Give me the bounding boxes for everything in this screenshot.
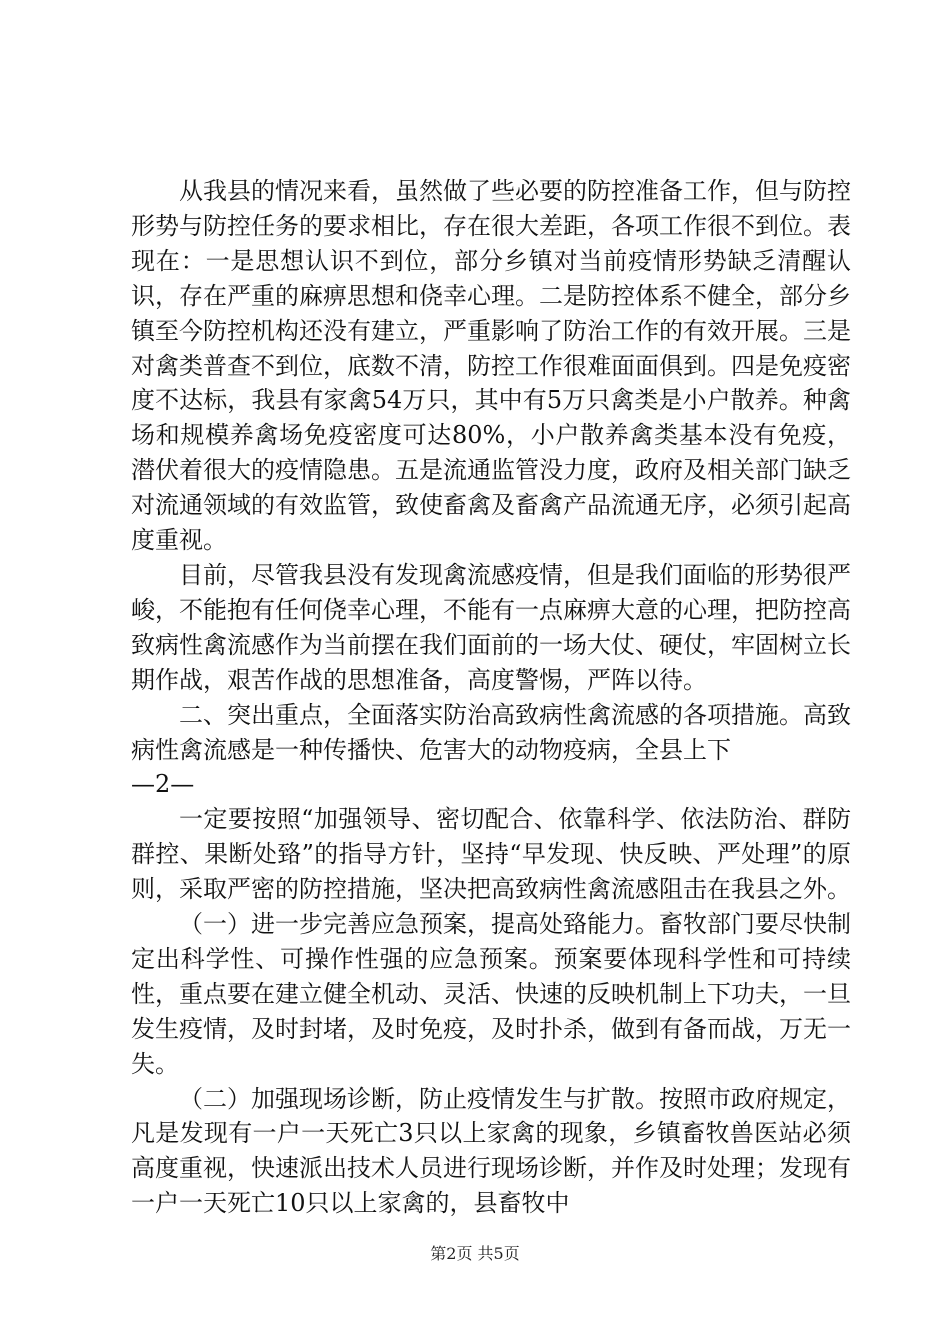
page-footer — [0, 1244, 950, 1264]
paragraph-situation: 从我县的情况来看，虽然做了些必要的防控准备工作，但与防控形势与防控任务的要求相比，存在很大差距，各项工作很不到位。表现在：一是思想认识不到位，部分乡镇对当前疫情形势缺乏清醒认识，存在严重的麻痹思想和侥幸心理。二是防控体系不健全，部分乡镇至今防控机构还没有建立，严重影响了防治工作的有效开展。三是对禽类普查不到位，底数不清，防控工作很难面面俱到。四是免疫密度不达标，我县有家禽54万只，其中有5万只禽类是小户散养。种禽场和规模养禽场免疫密度可达80%，小户散养禽类基本没有免疫，潜伏着很大的疫情隐患。五是流通监管没力度，政府及相关部门缺乏对流通领域的有效监管，致使畜禽及畜禽产品流通无序，必须引起高度重视。 — [131, 177, 851, 555]
paragraph-guiding-principle: 一定要按照“加强领导、密切配合、依靠科学、依法防治、群防群控、果断处臵”的指导方针，坚持“早发现、快反映、严处理”的原则，采取严密的防控措施，坚决把高致病性禽流感阻击在我县之外。 — [131, 805, 851, 904]
paragraph-emergency-plan: （一）进一步完善应急预案，提高处臵能力。畜牧部门要尽快制定出科学性、可操作性强的应急预案。预案要体现科学性和可持续性，重点要在建立健全机动、灵活、快速的反映机制上下功夫，一旦发生疫情，及时封堵，及时免疫，及时扑杀，做到有备而战，万无一失。 — [131, 910, 851, 1078]
paragraph-field-diagnosis: （二）加强现场诊断，防止疫情发生与扩散。按照市政府规定，凡是发现有一户一天死亡3只以上家禽的现象，乡镇畜牧兽医站必须高度重视，快速派出技术人员进行现场诊断，并作及时处理；发现有一户一天死亡10只以上家禽的，县畜牧中 — [131, 1084, 851, 1218]
paragraph-section-two-heading: 二、突出重点，全面落实防治高致病性禽流感的各项措施。高致病性禽流感是一种传播快、危害大的动物疫病，全县上下 — [131, 700, 851, 764]
document-body — [131, 174, 851, 1221]
paragraph-current-status: 目前，尽管我县没有发现禽流感疫情，但是我们面临的形势很严峻，不能抱有任何侥幸心理，不能有一点麻痹大意的心理，把防控高致病性禽流感作为当前摆在我们面前的一场大仗、硬仗，牢固树立长期作战，艰苦作战的思想准备，高度警惕，严阵以待。 — [131, 560, 851, 694]
page-number-label: 第2页 共5页 — [430, 1244, 520, 1263]
inline-page-number: —2— — [131, 770, 195, 799]
